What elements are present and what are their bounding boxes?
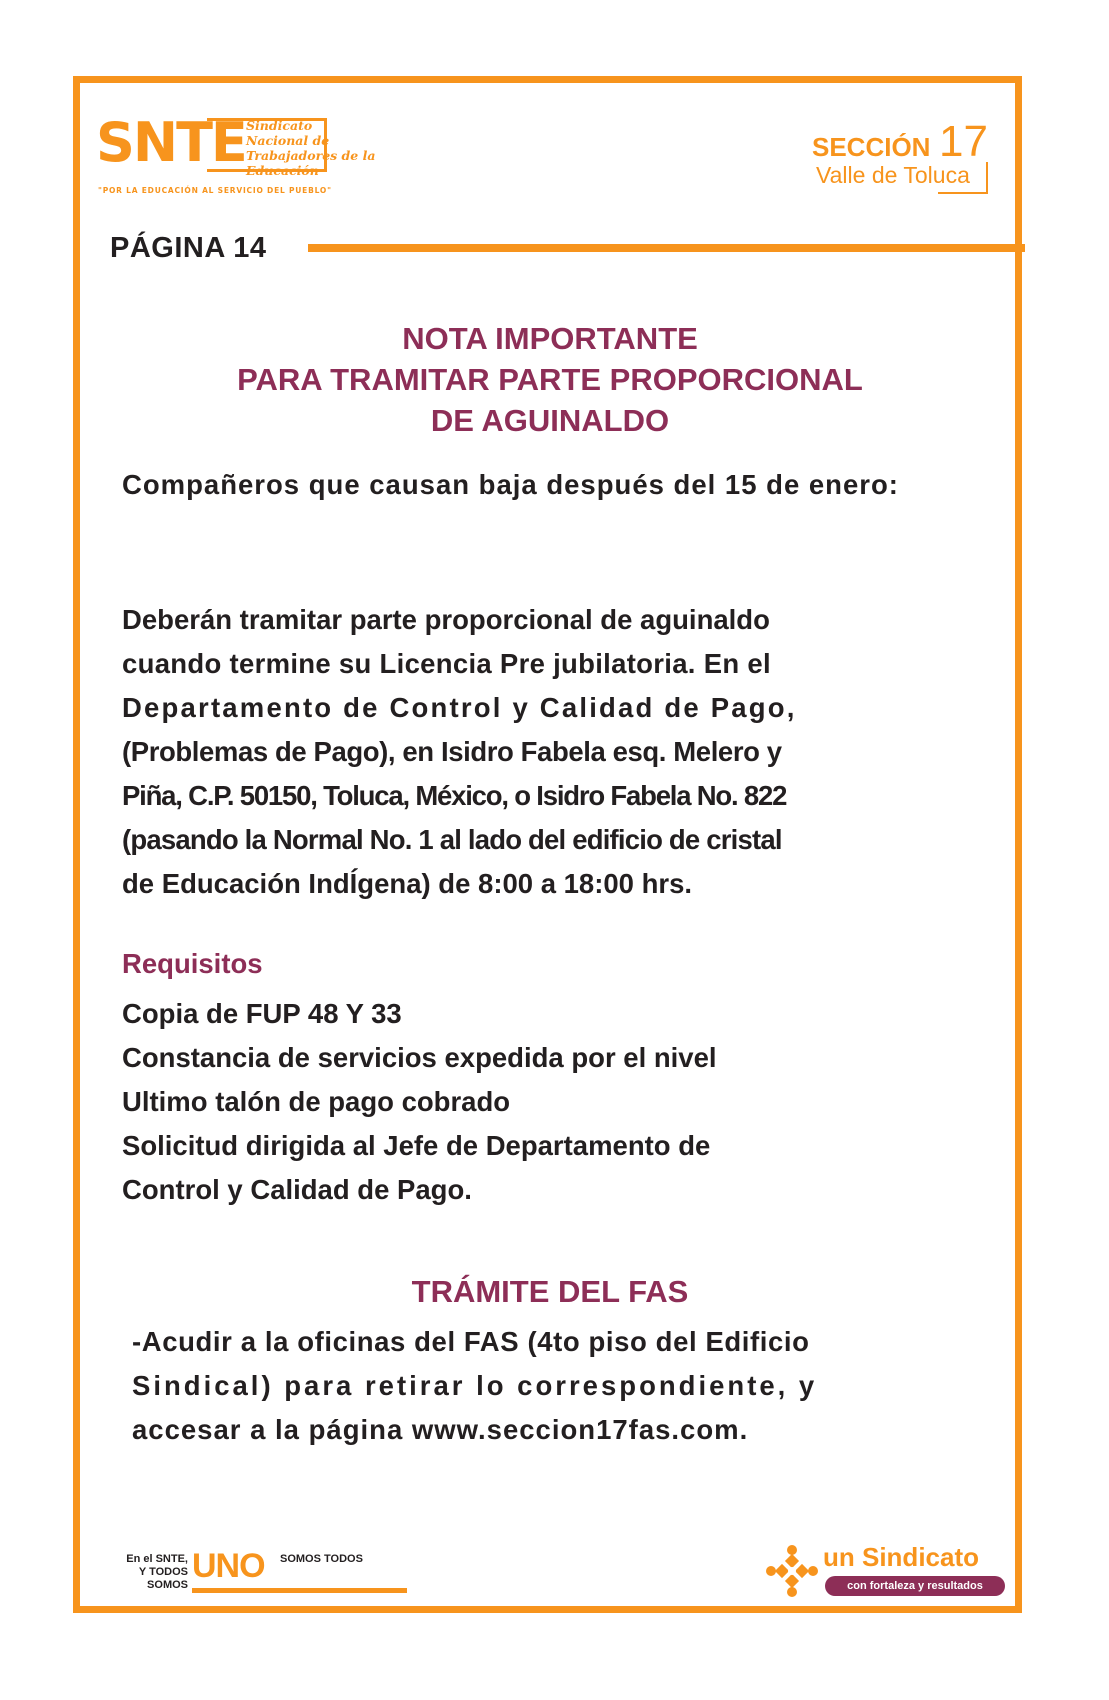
sindicato-tagline: con fortaleza y resultados (825, 1576, 1005, 1596)
list-item: Copia de FUP 48 Y 33 (122, 998, 402, 1029)
uno-logo (100, 1548, 420, 1600)
seccion-subtitle: Valle de Toluca (816, 162, 970, 188)
fas-title: TRÁMITE DEL FAS (411, 1274, 689, 1309)
snte-logo (96, 111, 396, 200)
uno-underline (192, 1588, 407, 1593)
sindicato-word: un Sindicato (823, 1542, 979, 1572)
snte-logo-name: Sindicato Nacional de Trabajadores de la Educación (246, 118, 376, 178)
notice-title: NOTA IMPORTANTE PARA TRAMITAR PARTE PROPORCIONAL DE AGUINALDO (237, 321, 863, 438)
fas-paragraph: -Acudir a la oficinas del FAS (4to piso del Edificio Sindical) para retirar lo correspondiente, y accesar a la página www.seccion17fas.com. (132, 1326, 818, 1445)
notice-intro: Compañeros que causan baja después del 15 de enero: (122, 469, 899, 500)
seccion-number: 17 (939, 117, 988, 166)
requirements-heading: Requisitos (122, 948, 263, 979)
seccion-title: SECCIÓN (812, 132, 931, 162)
list-item: Ultimo talón de pago cobrado (122, 1086, 511, 1117)
uno-right-text: SOMOS TODOS (280, 1553, 363, 1565)
list-item: Control y Calidad de Pago. (122, 1174, 472, 1205)
notice-paragraph: Deberán tramitar parte proporcional de aguinaldo cuando termine su Licencia Pre jubilatoria. En el Departamento de Control y Calidad de Pago, (Problemas de Pago), en Isidro Fabela esq. Melero y Piña, C.P. 50150, Toluca, México, o Isidro Fabela No. 822 (pasando la Normal No. 1 al lado del edificio de cristal de Educación IndÍgena) de 8:00 a 18:00 hrs. (122, 604, 797, 899)
uno-word: UNO (192, 1547, 265, 1585)
seccion-17-logo (812, 117, 997, 198)
sindicato-logo (763, 1538, 1008, 1608)
people-circle-icon (763, 1542, 821, 1600)
requirements-list (122, 992, 717, 1212)
page-label-rule (308, 244, 1025, 252)
uno-left-text: En el SNTE, Y TODOS SOMOS (126, 1553, 188, 1591)
snte-motto: "POR LA EDUCACIÓN AL SERVICIO DEL PUEBLO" (98, 186, 332, 195)
snte-logo-mark: SNTE (96, 111, 246, 174)
list-item: Constancia de servicios expedida por el nivel (122, 1042, 717, 1073)
list-item: Solicitud dirigida al Jefe de Departamento de (122, 1130, 711, 1161)
page-label: PÁGINA 14 (110, 232, 267, 264)
